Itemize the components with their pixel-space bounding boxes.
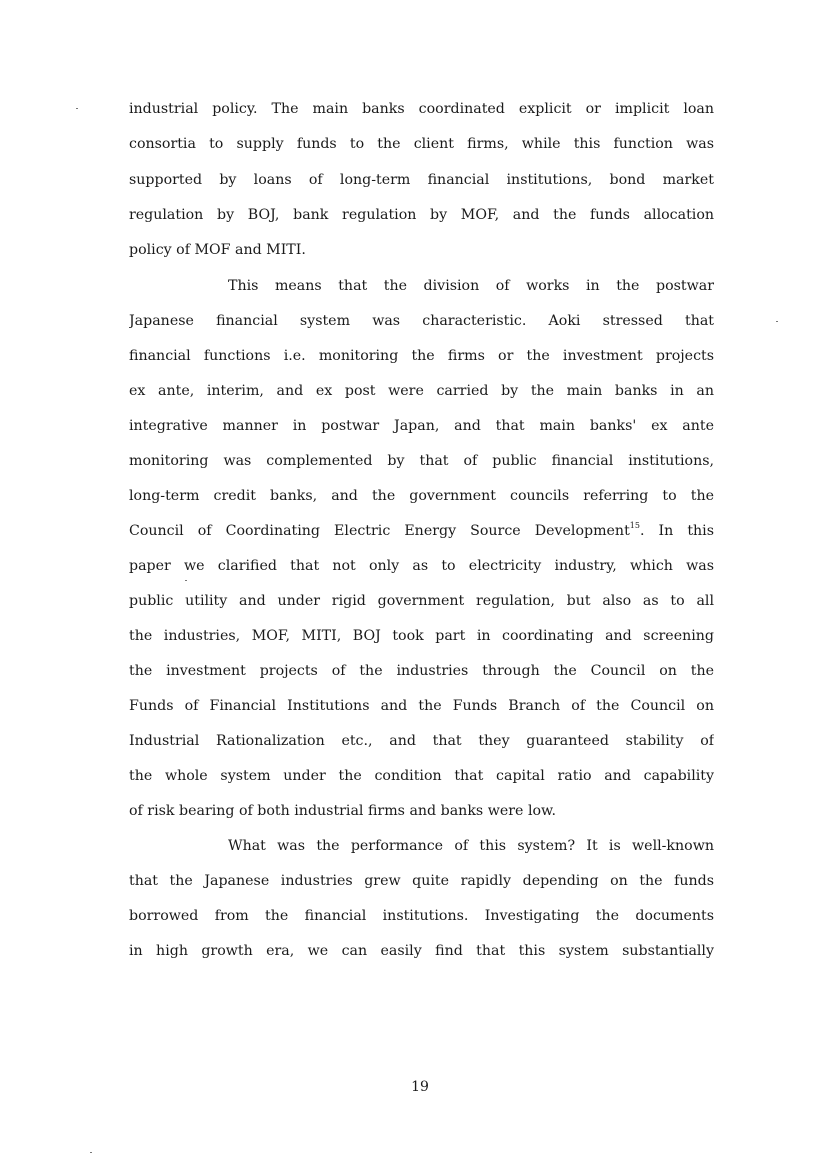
text-line: monitoring was complemented by that of public financial institutions, [129, 453, 714, 469]
text-line: industrial policy. The main banks coordinated explicit or implicit loan [129, 101, 714, 117]
scan-speck [776, 321, 778, 322]
text-line: in high growth era, we can easily find that this system substantially [129, 943, 714, 959]
text-line: Funds of Financial Institutions and the Funds Branch of the Council on [129, 698, 714, 714]
scan-speck [76, 108, 78, 109]
text-line: supported by loans of long-term financial institutions, bond market [129, 172, 714, 188]
text-line: the investment projects of the industries through the Council on the [129, 663, 714, 679]
text-line: regulation by BOJ, bank regulation by MOF, and the funds allocation [129, 207, 714, 223]
scan-speck [90, 1152, 92, 1153]
text-line: Industrial Rationalization etc., and that they guaranteed stability of [129, 733, 714, 749]
text-line: long-term credit banks, and the government councils referring to the [129, 488, 714, 504]
text-segment: . In this [639, 523, 714, 539]
text-line-with-footnote [129, 520, 714, 542]
text-line: policy of MOF and MITI. [129, 242, 306, 258]
text-line: the industries, MOF, MITI, BOJ took part in coordinating and screening [129, 628, 714, 644]
text-line: What was the performance of this system? It is well-known [228, 838, 714, 854]
text-line: paper we clarified that not only as to electricity industry, which was [129, 558, 714, 574]
text-line: ex ante, interim, and ex post were carried by the main banks in an [129, 383, 714, 399]
text-line: Japanese financial system was characteristic. Aoki stressed that [129, 313, 714, 329]
text-line: that the Japanese industries grew quite rapidly depending on the funds [129, 873, 714, 889]
footnote-reference: 15 [629, 521, 640, 530]
text-line: public utility and under rigid government regulation, but also as to all [129, 593, 714, 609]
text-line: borrowed from the financial institutions. Investigating the documents [129, 908, 714, 924]
scan-speck [185, 580, 187, 581]
text-line: integrative manner in postwar Japan, and that main banks' ex ante [129, 418, 714, 434]
text-line: consortia to supply funds to the client firms, while this function was [129, 136, 714, 152]
text-line: the whole system under the condition that capital ratio and capability [129, 768, 714, 784]
text-line: This means that the division of works in the postwar [228, 278, 714, 294]
text-line: financial functions i.e. monitoring the firms or the investment projects [129, 348, 714, 364]
text-line: of risk bearing of both industrial firms and banks were low. [129, 803, 556, 819]
page-number: 19 [411, 1079, 429, 1095]
text-segment: Council of Coordinating Electric Energy Source Development [129, 523, 630, 539]
